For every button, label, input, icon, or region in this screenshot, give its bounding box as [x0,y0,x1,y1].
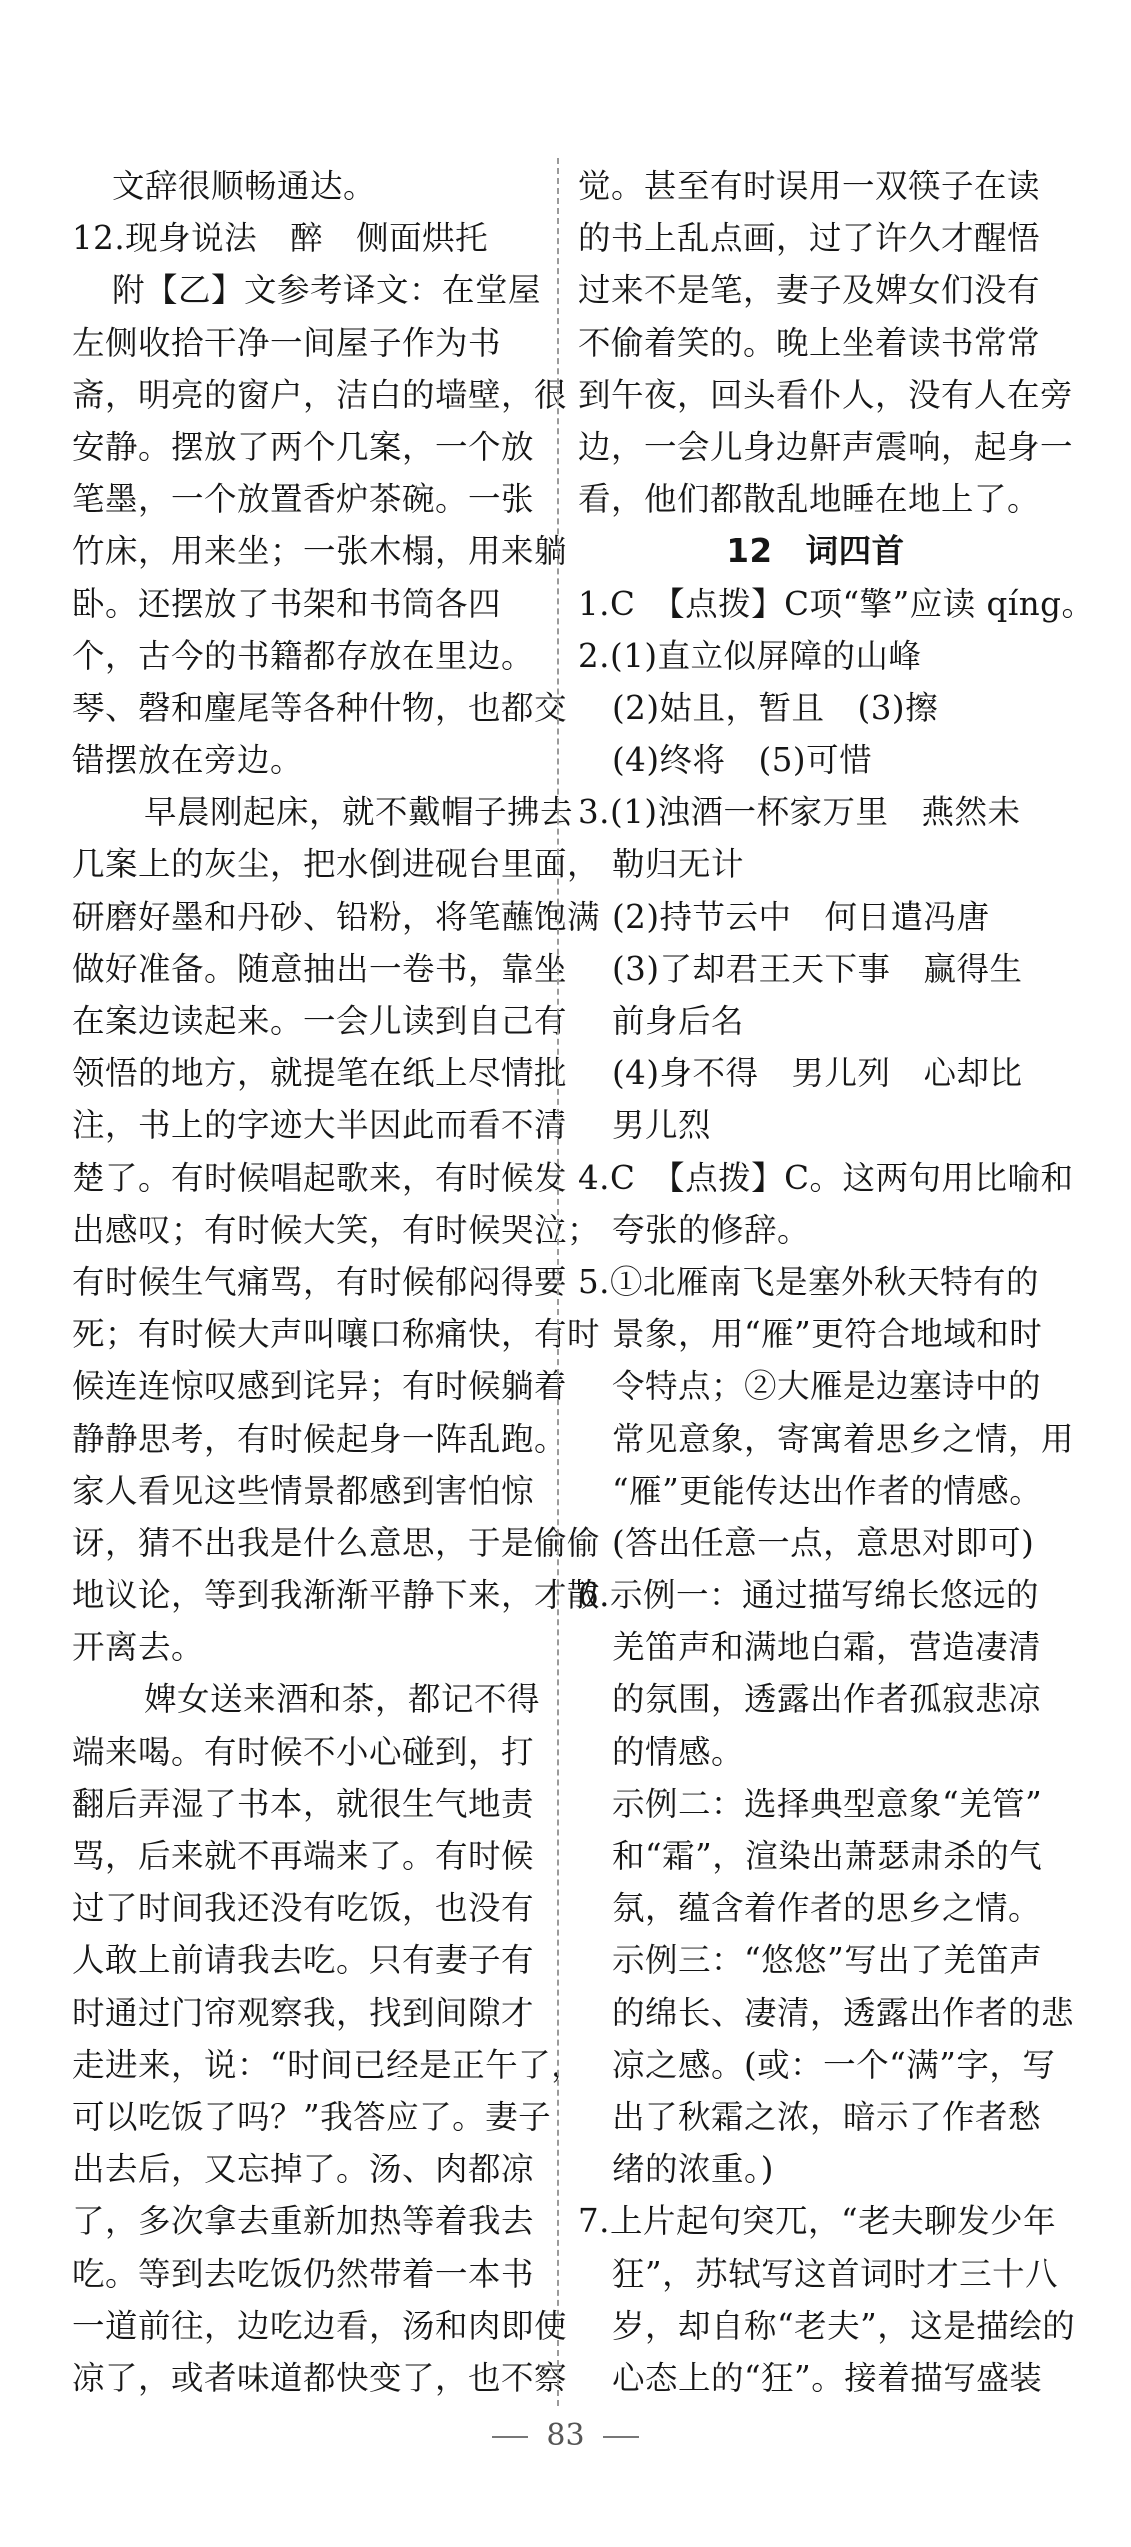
left-column [72,160,601,2404]
text-line: 了，多次拿去重新加热等着我去 [72,2202,535,2241]
text-line: 12.现身说法 醉 侧面烘托 [72,219,489,258]
text-line: 前身后名 [612,1002,745,1040]
text-line: 翻后弄湿了书本，就很生气地责 [72,1784,535,1823]
footer-dash-right [603,2436,639,2438]
text-line: 示例三：“悠悠”写出了羌笛声 [612,1941,1043,1980]
text-line: 的绵长、凄清，透露出作者的悲 [612,1993,1075,2032]
text-line: 夸张的修辞。 [612,1210,811,1249]
text-line: 婢女送来酒和茶，都记不得 [144,1680,541,1719]
text-line: 氛，蕴含着作者的思乡之情。 [612,1889,1042,1928]
text-line: 男儿烈 [612,1106,712,1145]
text-line: 安静。摆放了两个几案，一个放 [72,427,535,466]
text-line: “雁”更能传达出作者的情感。 [612,1471,1043,1510]
text-line: 研磨好墨和丹砂、铅粉，将笔蘸饱满 [72,897,601,936]
section-heading: 12 词四首 [726,532,905,571]
text-line: 楚了。有时候唱起歌来，有时候发 [72,1158,568,1197]
text-line: 6.示例一：通过描写绵长悠远的 [578,1576,1040,1615]
text-line: 觉。甚至有时误用一双筷子在读 [578,167,1041,205]
text-line: 领悟的地方，就提笔在纸上尽情批 [72,1054,568,1093]
text-line: 文辞很顺畅通达。 [112,167,377,205]
text-line: 看，他们都散乱地睡在地上了。 [578,480,1041,519]
text-line: (3)了却君王天下事 赢得生 [612,949,1023,988]
text-line: 岁，却自称“老夫”，这是描绘的 [612,2306,1076,2345]
text-line: (2)姑且，暂且 (3)擦 [612,688,939,727]
text-line: 2.(1)直立似屏障的山峰 [578,636,922,675]
text-line: 走进来，说：“时间已经是正午了， [72,2045,585,2084]
text-line: (4)身不得 男儿列 心却比 [612,1054,1023,1093]
text-line: 斋，明亮的窗户，洁白的墙壁，很 [72,375,568,414]
text-line: 静静思考，有时候起身一阵乱跑。 [72,1419,568,1458]
text-line: 的书上乱点画，过了许久才醒悟 [578,219,1041,258]
text-line: 开离去。 [72,1628,205,1667]
text-line: (4)终将 (5)可惜 [612,741,873,780]
text-line: 错摆放在旁边。 [72,741,304,780]
text-line: 人敢上前请我去吃。只有妻子有 [72,1941,535,1980]
text-line: 时通过门帘观察我，找到间隙才 [72,1993,535,2032]
text-line: 笔墨，一个放置香炉茶碗。一张 [72,480,535,519]
text-line: 过了时间我还没有吃饭，也没有 [72,1889,535,1928]
text-line: 勒归无计 [612,845,745,884]
text-line: 令特点；②大雁是边塞诗中的 [612,1367,1042,1406]
text-line: 几案上的灰尘，把水倒进砚台里面， [72,845,601,884]
text-line: 凉了，或者味道都快变了，也不察 [72,2358,568,2397]
text-line: 左侧收拾干净一间屋子作为书 [72,323,502,362]
text-line: 可以吃饭了吗？”我答应了。妻子 [72,2097,552,2136]
text-line: 和“霜”，渲染出萧瑟肃杀的气 [612,1837,1043,1875]
text-line: 7.上片起句突兀，“老夫聊发少年 [578,2202,1057,2241]
text-line: 常见意象，寄寓着思乡之情，用 [612,1419,1075,1458]
text-line: (答出任意一点，意思对即可) [612,1523,1035,1562]
text-line: 心态上的“狂”。接着描写盛装 [612,2358,1043,2397]
text-line: 示例二：选择典型意象“羌管” [612,1784,1043,1823]
text-line: 狂”，苏轼写这首词时才三十八 [612,2254,1059,2293]
text-line: 讶，猜不出我是什么意思，于是偷偷 [72,1523,601,1562]
text-line: 出感叹；有时候大笑，有时候哭泣； [72,1210,601,1249]
text-line: 早晨刚起床，就不戴帽子拂去 [144,793,574,832]
page-number: 83 [546,2418,585,2453]
text-line: 的氛围，透露出作者孤寂悲凉 [612,1680,1042,1719]
text-line: 做好准备。随意抽出一卷书，靠坐 [72,949,568,988]
text-line: 卧。还摆放了书架和书筒各四 [72,584,502,623]
text-line: 出了秋霜之浓，暗示了作者愁 [612,2097,1042,2136]
text-line: 绪的浓重。) [612,2150,774,2189]
text-line: 1.C 【点拨】C项“擎”应读 qíng。 [578,584,1095,623]
text-line: 不偷着笑的。晚上坐着读书常常 [578,323,1041,362]
text-line: (2)持节云中 何日遣冯唐 [612,897,990,936]
text-line: 在案边读起来。一会儿读到自己有 [72,1002,568,1040]
text-line: 5.①北雁南飞是塞外秋天特有的 [578,1262,1040,1301]
text-line: 4.C 【点拨】C。这两句用比喻和 [578,1158,1074,1197]
text-line: 死；有时候大声叫嚷口称痛快，有时 [72,1315,601,1354]
text-line: 凉之感。(或：一个“满”字，写 [612,2045,1056,2084]
text-line: 地议论，等到我渐渐平静下来，才散 [72,1576,601,1615]
text-line: 个，古今的书籍都存放在里边。 [72,636,535,675]
column-divider [557,158,559,2406]
text-line: 骂，后来就不再端来了。有时候 [72,1837,535,1875]
text-line: 注，书上的字迹大半因此而看不清 [72,1106,568,1145]
text-line: 候连连惊叹感到诧异；有时候躺着 [72,1367,568,1406]
text-line: 家人看见这些情景都感到害怕惊 [72,1471,535,1510]
page-footer [0,2418,1131,2453]
text-line: 景象，用“雁”更符合地域和时 [612,1315,1043,1354]
text-line: 到午夜，回头看仆人，没有人在旁 [578,375,1074,414]
text-line: 附【乙】文参考译文：在堂屋 [112,271,542,310]
text-line: 竹床，用来坐；一张木榻，用来躺 [72,532,568,571]
text-line: 3.(1)浊酒一杯家万里 燕然未 [578,793,1021,832]
text-line: 一道前往，边吃边看，汤和肉即使 [72,2306,568,2345]
text-line: 出去后，又忘掉了。汤、肉都凉 [72,2150,535,2189]
right-column [578,160,1095,2404]
text-line: 琴、磬和麈尾等各种什物，也都交 [72,688,568,727]
text-line: 过来不是笔，妻子及婢女们没有 [578,271,1041,310]
text-line: 端来喝。有时候不小心碰到，打 [72,1732,535,1771]
footer-dash-left [492,2436,528,2438]
text-line: 羌笛声和满地白霜，营造凄清 [612,1628,1042,1667]
text-line: 有时候生气痛骂，有时候郁闷得要 [72,1262,568,1301]
text-line: 边，一会儿身边鼾声震响，起身一 [578,427,1074,466]
text-line: 吃。等到去吃饭仍然带着一本书 [72,2254,535,2293]
text-line: 的情感。 [612,1732,745,1771]
